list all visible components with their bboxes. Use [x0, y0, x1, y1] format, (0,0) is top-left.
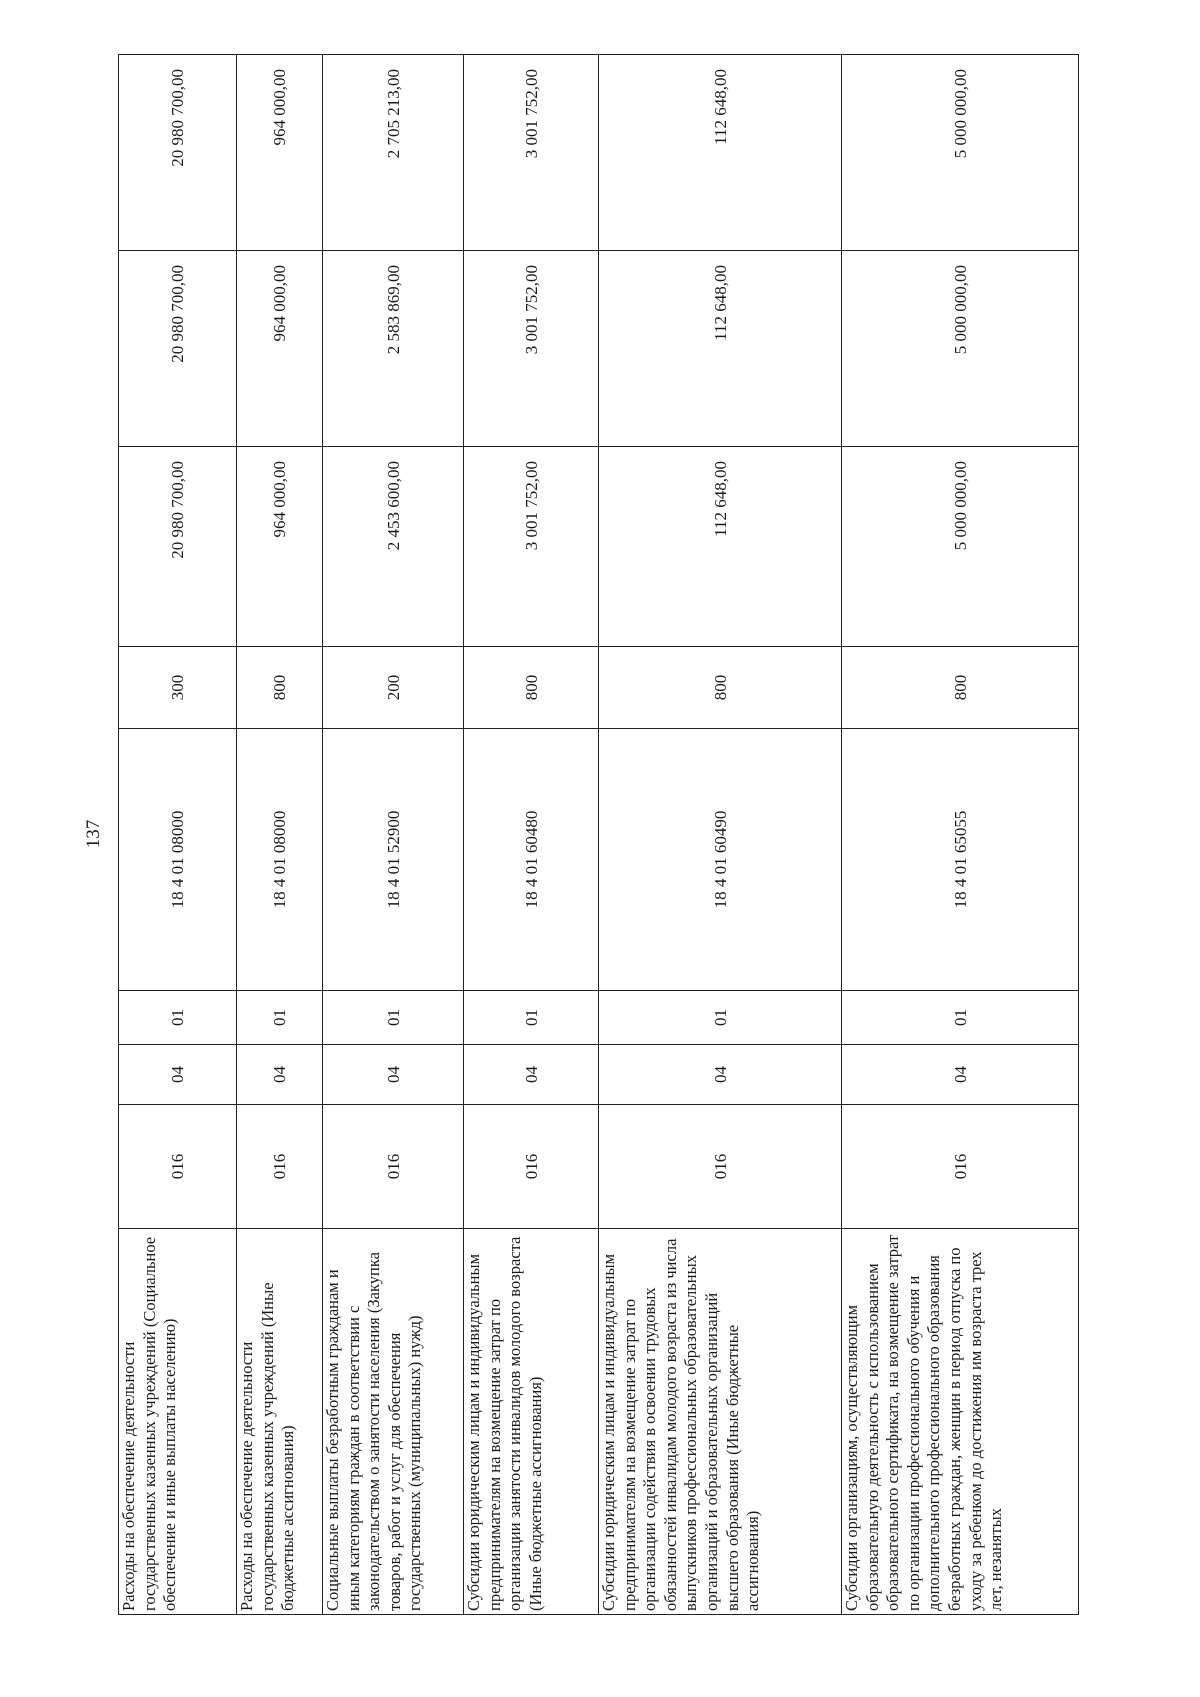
subsection-code: 01 — [119, 991, 237, 1045]
table-row — [119, 55, 237, 1615]
amount-year-1: 3 001 752,00 — [464, 447, 599, 647]
section-code: 04 — [323, 1045, 464, 1105]
target-article-code: 18 4 01 60480 — [464, 729, 599, 991]
section-code: 04 — [119, 1045, 237, 1105]
subsection-code: 01 — [323, 991, 464, 1045]
amount-year-2: 20 980 700,00 — [119, 251, 237, 447]
amount-year-1: 2 453 600,00 — [323, 447, 464, 647]
section-code: 04 — [599, 1045, 842, 1105]
amount-year-3: 964 000,00 — [237, 55, 323, 251]
page-number: 137 — [83, 819, 104, 849]
amount-year-2: 964 000,00 — [237, 251, 323, 447]
amount-year-3: 20 980 700,00 — [119, 55, 237, 251]
ministry-code: 016 — [464, 1105, 599, 1229]
ministry-code: 016 — [323, 1105, 464, 1229]
table-row — [237, 55, 323, 1615]
subsection-code: 01 — [599, 991, 842, 1045]
ministry-code: 016 — [842, 1105, 1079, 1229]
amount-year-3: 5 000 000,00 — [842, 55, 1079, 251]
subsection-code: 01 — [237, 991, 323, 1045]
amount-year-3: 3 001 752,00 — [464, 55, 599, 251]
table-row — [599, 55, 842, 1615]
target-article-code: 18 4 01 08000 — [119, 729, 237, 991]
ministry-code: 016 — [599, 1105, 842, 1229]
amount-year-3: 112 648,00 — [599, 55, 842, 251]
budget-table — [118, 54, 1079, 1615]
expense-type-code: 200 — [323, 647, 464, 729]
expense-type-code: 300 — [119, 647, 237, 729]
budget-table-rotated — [118, 55, 1078, 1615]
section-code: 04 — [237, 1045, 323, 1105]
amount-year-3: 2 705 213,00 — [323, 55, 464, 251]
section-code: 04 — [464, 1045, 599, 1105]
amount-year-2: 3 001 752,00 — [464, 251, 599, 447]
target-article-code: 18 4 01 08000 — [237, 729, 323, 991]
amount-year-1: 20 980 700,00 — [119, 447, 237, 647]
target-article-code: 18 4 01 52900 — [323, 729, 464, 991]
amount-year-1: 964 000,00 — [237, 447, 323, 647]
row-description: Субсидии юридическим лицам и индивидуальным предпринимателям на возмещение затрат по организации занятости инвалидов молодого возраста (Иные бюджетные ассигнования) — [464, 1229, 599, 1615]
table-row — [323, 55, 464, 1615]
row-description: Расходы на обеспечение деятельности государственных казенных учреждений (Социальное обеспечение и иные выплаты населению) — [119, 1229, 237, 1615]
row-description: Расходы на обеспечение деятельности государственных казенных учреждений (Иные бюджетные ассигнования) — [237, 1229, 323, 1615]
amount-year-2: 5 000 000,00 — [842, 251, 1079, 447]
target-article-code: 18 4 01 60490 — [599, 729, 842, 991]
section-code: 04 — [842, 1045, 1079, 1105]
row-description: Субсидии организациям, осуществляющим образовательную деятельность с использованием образовательного сертификата, на возмещение затрат по организации профессионального обучения и дополнительного профессионального образования безработных граждан, женщин в период отпуска по уходу за ребенком до достижения им возраста трех лет, незанятых — [842, 1229, 1079, 1615]
row-description: Социальные выплаты безработным гражданам и иным категориям граждан в соответствии с законодательством о занятости населения (Закупка товаров, работ и услуг для обеспечения государственных (муниципальных) нужд) — [323, 1229, 464, 1615]
subsection-code: 01 — [842, 991, 1079, 1045]
amount-year-1: 5 000 000,00 — [842, 447, 1079, 647]
subsection-code: 01 — [464, 991, 599, 1045]
expense-type-code: 800 — [464, 647, 599, 729]
amount-year-2: 112 648,00 — [599, 251, 842, 447]
table-row — [464, 55, 599, 1615]
row-description: Субсидии юридическим лицам и индивидуальным предпринимателям на возмещение затрат по организации содействия в освоении трудовых обязанностей инвалидам молодого возраста из числа выпускников профессиональных образовательных организаций и образовательных организаций высшего образования (Иные бюджетные ассигнования) — [599, 1229, 842, 1615]
expense-type-code: 800 — [842, 647, 1079, 729]
expense-type-code: 800 — [237, 647, 323, 729]
table-row — [842, 55, 1079, 1615]
amount-year-1: 112 648,00 — [599, 447, 842, 647]
ministry-code: 016 — [119, 1105, 237, 1229]
expense-type-code: 800 — [599, 647, 842, 729]
target-article-code: 18 4 01 65055 — [842, 729, 1079, 991]
ministry-code: 016 — [237, 1105, 323, 1229]
amount-year-2: 2 583 869,00 — [323, 251, 464, 447]
